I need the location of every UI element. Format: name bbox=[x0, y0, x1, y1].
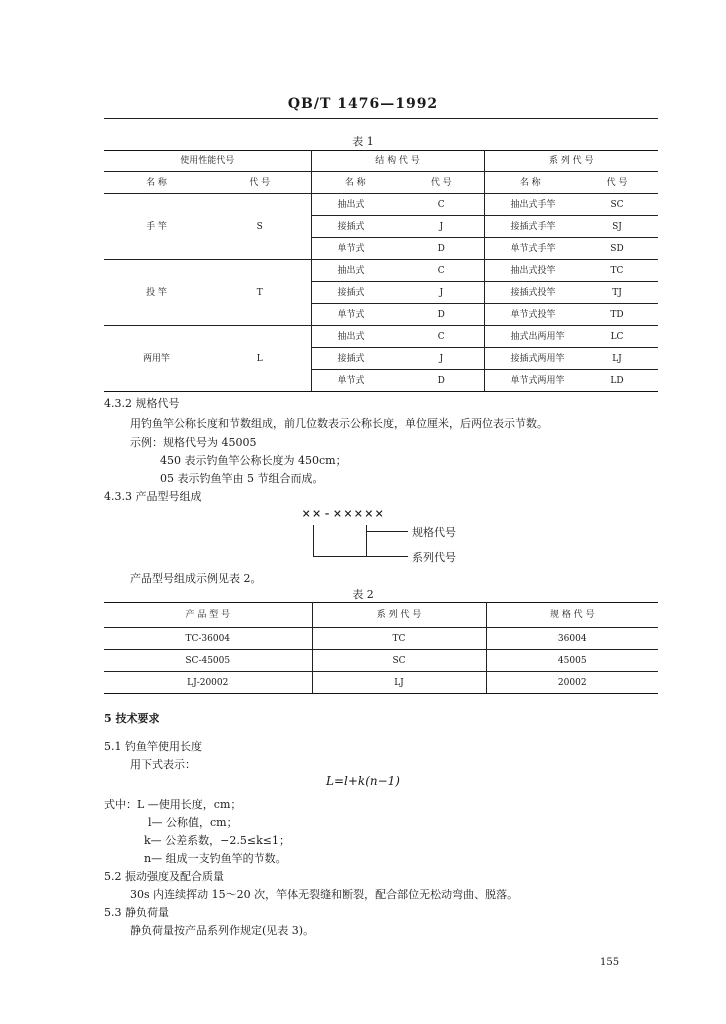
series-connector-vertical bbox=[313, 525, 314, 556]
subheader-name: 名 称 bbox=[311, 172, 399, 194]
subheader-code: 代 号 bbox=[209, 172, 311, 194]
spec-connector-horizontal bbox=[366, 531, 408, 532]
section-4-3-2-text: 用钓鱼竿公称长度和节数组成，前几位数表示公称长度，单位厘米，后两位表示节数。 bbox=[130, 417, 548, 430]
subheader-code: 代 号 bbox=[576, 172, 658, 194]
usage-name: 投 竿 bbox=[104, 260, 209, 326]
label-series-code: 系列代号 bbox=[412, 551, 456, 564]
series-name: 抽出式投竿 bbox=[484, 260, 576, 282]
table2 bbox=[104, 602, 658, 694]
header-product-model: 产 品 型 号 bbox=[104, 603, 312, 628]
table-row bbox=[104, 628, 658, 650]
subheader-name: 名 称 bbox=[484, 172, 576, 194]
series-code: TD bbox=[576, 304, 658, 326]
table-row bbox=[104, 672, 658, 694]
standard-header: QB/T 1476—1992 bbox=[287, 96, 439, 112]
header-rule bbox=[104, 118, 658, 119]
usage-name: 手 竿 bbox=[104, 194, 209, 260]
series-name: 接插式投竿 bbox=[484, 282, 576, 304]
usage-code: L bbox=[209, 326, 311, 392]
series-name: 抽式出两用竿 bbox=[484, 326, 576, 348]
table-row bbox=[104, 260, 658, 282]
section-5-2-text: 30s 内连续挥动 15～20 次，竿体无裂缝和断裂，配合部位无松动弯曲、脱落。 bbox=[130, 888, 519, 901]
series-code: SJ bbox=[576, 216, 658, 238]
table-row bbox=[104, 326, 658, 348]
structure-name: 抽出式 bbox=[311, 260, 399, 282]
where-clause-lead: 式中：L —使用长度，cm； bbox=[104, 798, 242, 811]
section-5-1-text: 用下式表示： bbox=[130, 758, 196, 771]
where-clause-n: n— 组成一支钓鱼竿的节数。 bbox=[144, 852, 287, 865]
length-formula: L=l+k(n−1) bbox=[326, 774, 400, 788]
table-row bbox=[104, 650, 658, 672]
usage-code: T bbox=[209, 260, 311, 326]
usage-name: 两用竿 bbox=[104, 326, 209, 392]
spec-connector-vertical bbox=[366, 525, 367, 556]
structure-name: 抽出式 bbox=[311, 194, 399, 216]
series-name: 抽出式手竿 bbox=[484, 194, 576, 216]
table2-caption: 表 2 bbox=[352, 588, 374, 601]
structure-name: 单节式 bbox=[311, 238, 399, 260]
series-connector-horizontal bbox=[313, 556, 408, 557]
series-name: 接插式两用竿 bbox=[484, 348, 576, 370]
series-code: LD bbox=[576, 370, 658, 392]
series-code: LJ bbox=[576, 348, 658, 370]
table1-group-header-row bbox=[104, 151, 658, 172]
section-4-3-3-text: 产品型号组成示例见表 2。 bbox=[130, 572, 262, 585]
structure-code: D bbox=[399, 238, 484, 260]
cell-product-model: TC-36004 bbox=[104, 628, 312, 650]
table1 bbox=[104, 150, 658, 392]
table1-caption: 表 1 bbox=[352, 135, 374, 148]
where-clause-l: l— 公称值，cm； bbox=[148, 816, 238, 829]
section-5-1-heading: 5.1 钓鱼竿使用长度 bbox=[104, 740, 202, 753]
cell-series-code: SC bbox=[312, 650, 486, 672]
series-name: 单节式手竿 bbox=[484, 238, 576, 260]
series-code: SD bbox=[576, 238, 658, 260]
header-series-code: 系 列 代 号 bbox=[312, 603, 486, 628]
group-header-usage: 使用性能代号 bbox=[104, 151, 311, 172]
series-name: 接插式手竿 bbox=[484, 216, 576, 238]
label-spec-code: 规格代号 bbox=[412, 526, 456, 539]
page-number: 155 bbox=[600, 957, 620, 968]
series-name: 单节式投竿 bbox=[484, 304, 576, 326]
cell-product-model: LJ-20002 bbox=[104, 672, 312, 694]
subheader-code: 代 号 bbox=[399, 172, 484, 194]
table1-subheader-row bbox=[104, 172, 658, 194]
cell-spec-code: 20002 bbox=[486, 672, 658, 694]
cell-spec-code: 36004 bbox=[486, 628, 658, 650]
series-code: TJ bbox=[576, 282, 658, 304]
table2-header-row bbox=[104, 603, 658, 628]
section-5-2-heading: 5.2 振动强度及配合质量 bbox=[104, 870, 224, 883]
series-code: LC bbox=[576, 326, 658, 348]
structure-code: C bbox=[399, 194, 484, 216]
group-header-structure: 结 构 代 号 bbox=[311, 151, 484, 172]
structure-name: 接插式 bbox=[311, 348, 399, 370]
structure-code: D bbox=[399, 370, 484, 392]
structure-name: 接插式 bbox=[311, 282, 399, 304]
model-code-pattern: ××-××××× bbox=[302, 506, 386, 522]
table-row bbox=[104, 194, 658, 216]
cell-series-code: LJ bbox=[312, 672, 486, 694]
cell-spec-code: 45005 bbox=[486, 650, 658, 672]
structure-code: J bbox=[399, 282, 484, 304]
where-clause-k: k— 公差系数，−2.5≤k≤1； bbox=[144, 834, 290, 847]
section-5-3-heading: 5.3 静负荷量 bbox=[104, 906, 169, 919]
section-5-heading: 5 技术要求 bbox=[104, 712, 160, 725]
usage-code: S bbox=[209, 194, 311, 260]
example-line-1: 450 表示钓鱼竿公称长度为 450cm； bbox=[160, 454, 347, 467]
series-name: 单节式两用竿 bbox=[484, 370, 576, 392]
example-line-2: 05 表示钓鱼竿由 5 节组合而成。 bbox=[160, 472, 324, 485]
section-4-3-2-heading: 4.3.2 规格代号 bbox=[104, 397, 180, 410]
structure-name: 接插式 bbox=[311, 216, 399, 238]
structure-name: 单节式 bbox=[311, 304, 399, 326]
cell-product-model: SC-45005 bbox=[104, 650, 312, 672]
structure-name: 抽出式 bbox=[311, 326, 399, 348]
series-code: TC bbox=[576, 260, 658, 282]
header-spec-code: 规 格 代 号 bbox=[486, 603, 658, 628]
structure-code: C bbox=[399, 326, 484, 348]
section-5-3-text: 静负荷量按产品系列作规定(见表 3)。 bbox=[130, 924, 315, 937]
structure-code: J bbox=[399, 348, 484, 370]
structure-code: J bbox=[399, 216, 484, 238]
cell-series-code: TC bbox=[312, 628, 486, 650]
structure-code: C bbox=[399, 260, 484, 282]
subheader-name: 名 称 bbox=[104, 172, 209, 194]
section-4-3-3-heading: 4.3.3 产品型号组成 bbox=[104, 490, 202, 503]
structure-name: 单节式 bbox=[311, 370, 399, 392]
group-header-series: 系 列 代 号 bbox=[484, 151, 658, 172]
structure-code: D bbox=[399, 304, 484, 326]
section-4-3-2-example: 示例：规格代号为 45005 bbox=[130, 436, 257, 449]
series-code: SC bbox=[576, 194, 658, 216]
